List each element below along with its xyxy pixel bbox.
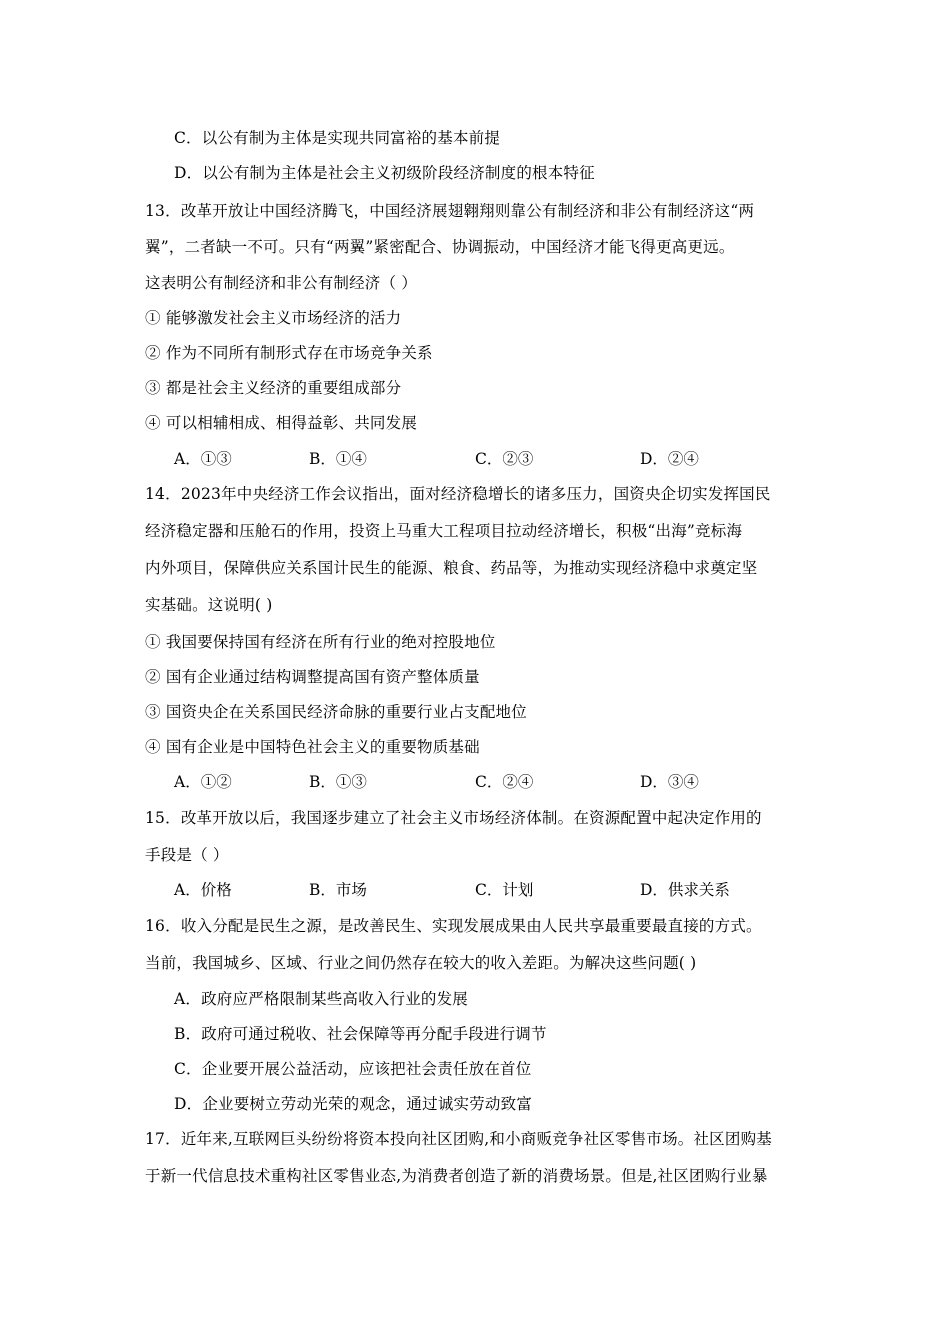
q14-option-d: D．③④ <box>640 773 699 791</box>
q14-item-3: ③ 国资央企在关系国民经济命脉的重要行业占支配地位 <box>145 703 527 721</box>
q16-option-c: C．企业要开展公益活动，应该把社会责任放在首位 <box>174 1060 532 1078</box>
q16-stem-line-2: 当前，我国城乡、区域、行业之间仍然存在较大的收入差距。为解决这些问题( ) <box>145 954 697 972</box>
q15-stem-line-1: 15．改革开放以后，我国逐步建立了社会主义市场经济体制。在资源配置中起决定作用的 <box>145 809 762 827</box>
q13-stem-line-3: 这表明公有制经济和非公有制经济（ ） <box>145 274 418 292</box>
q16-option-d: D．企业要树立劳动光荣的观念，通过诚实劳动致富 <box>174 1095 533 1113</box>
q12-option-c: C．以公有制为主体是实现共同富裕的基本前提 <box>174 129 501 147</box>
q13-item-1: ① 能够激发社会主义市场经济的活力 <box>145 309 402 327</box>
q14-options <box>0 772 950 792</box>
q14-option-b: B．①③ <box>309 773 367 791</box>
q13-option-b: B．①④ <box>309 450 367 468</box>
q15-option-c: C．计划 <box>475 881 534 899</box>
q13-item-3: ③ 都是社会主义经济的重要组成部分 <box>145 379 402 397</box>
q14-option-a: A．①② <box>174 773 232 791</box>
q14-item-4: ④ 国有企业是中国特色社会主义的重要物质基础 <box>145 738 480 756</box>
q14-stem-line-1: 14．2023年中央经济工作会议指出，面对经济稳增长的诸多压力，国资央企切实发挥国民 <box>145 485 771 503</box>
q17-stem-line-2: 于新一代信息技术重构社区零售业态,为消费者创造了新的消费场景。但是,社区团购行业暴 <box>145 1167 768 1185</box>
q13-item-2: ② 作为不同所有制形式存在市场竞争关系 <box>145 344 433 362</box>
q13-option-d: D．②④ <box>640 450 699 468</box>
q12-option-d: D．以公有制为主体是社会主义初级阶段经济制度的根本特征 <box>174 164 595 182</box>
q14-item-1: ① 我国要保持国有经济在所有行业的绝对控股地位 <box>145 633 496 651</box>
q14-item-2: ② 国有企业通过结构调整提高国有资产整体质量 <box>145 668 480 686</box>
q13-item-4: ④ 可以相辅相成、相得益彰、共同发展 <box>145 414 418 432</box>
q13-stem-line-2: 翼”，二者缺一不可。只有“两翼”紧密配合、协调振动，中国经济才能飞得更高更远。 <box>145 238 735 256</box>
q14-option-c: C．②④ <box>475 773 534 791</box>
q17-stem-line-1: 17．近年来,互联网巨头纷纷将资本投向社区团购,和小商贩竞争社区零售市场。社区团购基 <box>145 1130 772 1148</box>
q13-option-a: A．①③ <box>174 450 232 468</box>
q16-stem-line-1: 16．收入分配是民生之源，是改善民生、实现发展成果由人民共享最重要最直接的方式。 <box>145 917 762 935</box>
q15-option-a: A．价格 <box>174 881 232 899</box>
q15-stem-line-2: 手段是（ ） <box>145 846 229 864</box>
q16-option-b: B．政府可通过税收、社会保障等再分配手段进行调节 <box>174 1025 547 1043</box>
q14-stem-line-4: 实基础。这说明( ) <box>145 596 273 614</box>
q14-stem-line-2: 经济稳定器和压舱石的作用，投资上马重大工程项目拉动经济增长，积极“出海”竞标海 <box>145 522 743 540</box>
q15-option-b: B．市场 <box>309 881 367 899</box>
q13-stem-line-1: 13．改革开放让中国经济腾飞，中国经济展翅翱翔则靠公有制经济和非公有制经济这“两 <box>145 202 755 220</box>
q13-option-c: C．②③ <box>475 450 534 468</box>
q15-option-d: D．供求关系 <box>640 881 730 899</box>
q15-options <box>0 880 950 900</box>
q16-option-a: A．政府应严格限制某些高收入行业的发展 <box>174 990 468 1008</box>
q13-options <box>0 449 950 469</box>
q14-stem-line-3: 内外项目，保障供应关系国计民生的能源、粮食、药品等，为推动实现经济稳中求奠定坚 <box>145 559 758 577</box>
